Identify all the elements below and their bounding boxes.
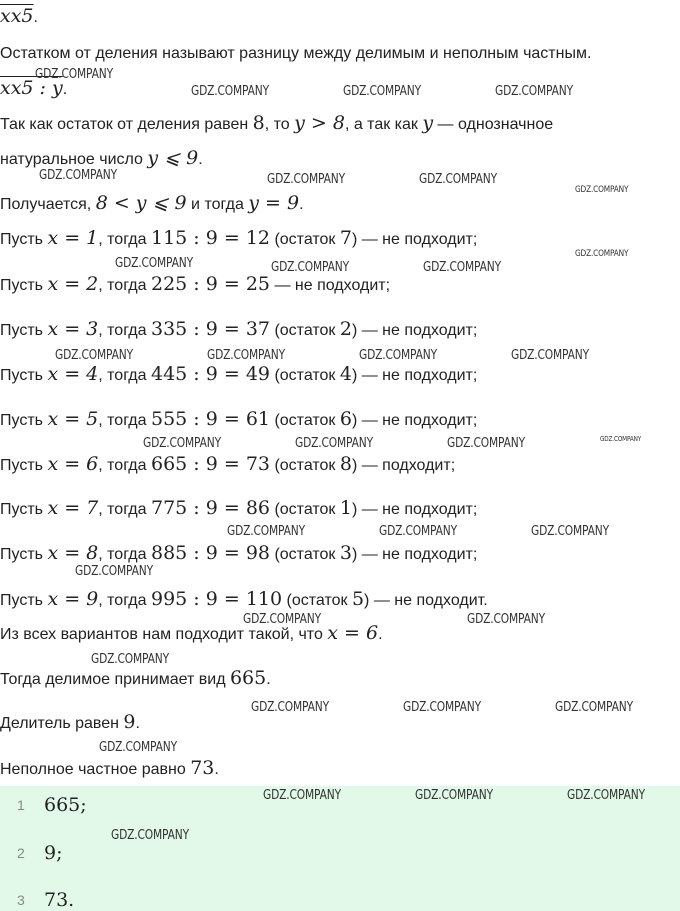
math: 115 : 9 = 12 — [150, 227, 270, 249]
watermark: GDZ.COMPANY — [531, 524, 609, 539]
text: . — [378, 626, 383, 643]
math: 885 : 9 = 98 — [150, 542, 270, 564]
text: ) — не подходит; — [351, 501, 478, 518]
watermark: GDZ.COMPANY — [447, 436, 525, 451]
text: Пусть — [0, 546, 48, 563]
text: и тогда — [186, 196, 249, 213]
math: 1 — [339, 497, 352, 519]
watermark: GDZ.COMPANY — [39, 168, 117, 183]
math: 665 — [229, 667, 267, 689]
math: x = 3 — [47, 318, 99, 340]
line-5 — [0, 148, 203, 170]
answer-value: 9; — [44, 842, 63, 864]
text: , тогда — [98, 231, 151, 248]
watermark: GDZ.COMPANY — [343, 84, 421, 99]
math: 8 — [339, 453, 352, 475]
text: Из всех вариантов нам подходит такой, что — [0, 626, 328, 643]
math: x = 6 — [327, 622, 379, 644]
line-8 — [0, 274, 390, 296]
text: . — [198, 151, 203, 168]
text: . — [135, 715, 140, 732]
text: Пусть — [0, 412, 48, 429]
math: 3 — [339, 542, 352, 564]
math: x = 6 — [47, 453, 99, 475]
text: Неполное частное равно — [0, 761, 191, 778]
watermark: GDZ.COMPANY — [263, 788, 341, 803]
watermark: GDZ.COMPANY — [111, 828, 189, 843]
text: — однозначное — [433, 116, 554, 133]
text: Пусть — [0, 592, 48, 609]
watermark: GDZ.COMPANY — [567, 788, 645, 803]
math: x = 1 — [47, 227, 99, 249]
watermark: GDZ.COMPANY — [495, 84, 573, 99]
watermark: GDZ.COMPANY — [359, 348, 437, 363]
text: Пусть — [0, 277, 48, 294]
text: Пусть — [0, 367, 48, 384]
math: 555 : 9 = 61 — [150, 408, 270, 430]
line-18 — [0, 712, 140, 734]
line-12 — [0, 454, 455, 476]
math: 8 — [252, 112, 265, 134]
text: Тогда делимое принимает вид — [0, 671, 230, 688]
math: 335 : 9 = 37 — [150, 318, 270, 340]
line-15 — [0, 589, 488, 611]
math: y ⩽ 9 — [147, 147, 199, 169]
text: , тогда — [98, 592, 151, 609]
text: . — [299, 196, 304, 213]
watermark: GDZ.COMPANY — [115, 256, 193, 271]
watermark: GDZ.COMPANY — [467, 612, 545, 627]
text: Остатком от деления называют разницу между делимым и неполным частным. — [0, 45, 592, 62]
answer-value: 665; — [44, 794, 87, 816]
math: 665 : 9 = 73 — [150, 453, 270, 475]
line-17 — [0, 668, 271, 690]
text: , тогда — [98, 457, 151, 474]
text: (остаток — [270, 231, 340, 248]
watermark: GDZ.COMPANY — [511, 348, 589, 363]
line-11 — [0, 409, 477, 431]
text: Получается, — [0, 196, 96, 213]
answer-value: 73. — [44, 889, 75, 911]
watermark: GDZ.COMPANY — [227, 524, 305, 539]
watermark: GDZ.COMPANY — [55, 348, 133, 363]
text: . — [214, 761, 219, 778]
text: , тогда — [98, 412, 151, 429]
watermark: GDZ.COMPANY — [379, 524, 457, 539]
math: 5 — [351, 588, 365, 610]
math: 2 — [339, 318, 352, 340]
math: 775 : 9 = 86 — [150, 497, 270, 519]
line-19 — [0, 758, 219, 780]
watermark: GDZ.COMPANY — [575, 185, 629, 195]
text: ) — не подходит; — [351, 231, 478, 248]
answer-block — [0, 786, 680, 911]
line-4 — [0, 113, 553, 135]
math: x = 8 — [47, 542, 99, 564]
math: y > 8 — [294, 112, 345, 134]
watermark: GDZ.COMPANY — [191, 84, 269, 99]
text: Пусть — [0, 322, 48, 339]
text: , то — [264, 116, 295, 133]
text: . — [62, 81, 68, 98]
text: (остаток — [270, 367, 340, 384]
math: 8 < y ⩽ 9 — [95, 192, 187, 214]
text: Делитель равен — [0, 715, 124, 732]
text: , тогда — [98, 277, 151, 294]
math: 4 — [339, 363, 352, 385]
math: 73 — [190, 757, 215, 779]
text: (остаток — [270, 546, 340, 563]
watermark: GDZ.COMPANY — [75, 564, 153, 579]
watermark: GDZ.COMPANY — [251, 700, 329, 715]
math: 445 : 9 = 49 — [150, 363, 270, 385]
text: , тогда — [98, 367, 151, 384]
text: , тогда — [98, 501, 151, 518]
text: ) — не подходит; — [351, 546, 478, 563]
math: x = 2 — [47, 273, 99, 295]
line-13 — [0, 498, 477, 520]
text: ) — не подходит; — [351, 367, 478, 384]
text: — не подходит; — [270, 277, 391, 294]
math: 6 — [339, 408, 352, 430]
watermark: GDZ.COMPANY — [419, 172, 497, 187]
math: x = 4 — [47, 363, 99, 385]
watermark: GDZ.COMPANY — [271, 260, 349, 275]
watermark: GDZ.COMPANY — [267, 172, 345, 187]
line-1 — [0, 6, 38, 28]
line-10 — [0, 364, 477, 386]
text: ) — не подходит. — [364, 592, 488, 609]
text: Пусть — [0, 501, 48, 518]
watermark: GDZ.COMPANY — [423, 260, 501, 275]
line-14 — [0, 543, 477, 565]
math: y — [422, 112, 434, 134]
text: (остаток — [270, 322, 340, 339]
text: , тогда — [98, 322, 151, 339]
line-16 — [0, 623, 383, 645]
text: Так как остаток от деления равен — [0, 116, 253, 133]
math: x = 5 — [47, 408, 99, 430]
text: Пусть — [0, 457, 48, 474]
watermark: GDZ.COMPANY — [35, 67, 113, 82]
line-6 — [0, 193, 304, 215]
watermark: GDZ.COMPANY — [207, 348, 285, 363]
text: ) — не подходит; — [351, 412, 478, 429]
math: 995 : 9 = 110 — [150, 588, 283, 610]
math: xx5 : y — [0, 77, 63, 99]
answer-number: 2 — [17, 845, 25, 861]
text: Пусть — [0, 231, 48, 248]
text: (остаток — [270, 457, 340, 474]
math: 7 — [339, 227, 352, 249]
watermark: GDZ.COMPANY — [403, 700, 481, 715]
math: xx5 — [0, 5, 34, 27]
watermark: GDZ.COMPANY — [600, 435, 642, 443]
line-2 — [0, 44, 591, 64]
answer-number: 3 — [17, 892, 25, 908]
watermark: GDZ.COMPANY — [415, 788, 493, 803]
text: натуральное число — [0, 151, 148, 168]
text: . — [266, 671, 271, 688]
line-9 — [0, 319, 477, 341]
answer-number: 1 — [17, 797, 25, 813]
watermark: GDZ.COMPANY — [143, 436, 221, 451]
text: (остаток — [282, 592, 352, 609]
math: y = 9 — [248, 192, 300, 214]
math: x = 9 — [47, 588, 99, 610]
text: (остаток — [270, 412, 340, 429]
math: x = 7 — [47, 497, 99, 519]
text: . — [33, 9, 38, 26]
text: , тогда — [98, 546, 151, 563]
text: , а так как — [344, 116, 423, 133]
watermark: GDZ.COMPANY — [295, 436, 373, 451]
text: ) — не подходит; — [351, 322, 478, 339]
watermark: GDZ.COMPANY — [243, 612, 321, 627]
math: 225 : 9 = 25 — [150, 273, 270, 295]
line-7 — [0, 228, 477, 250]
text: (остаток — [270, 501, 340, 518]
watermark: GDZ.COMPANY — [575, 249, 629, 259]
text: ) — подходит; — [351, 457, 456, 474]
watermark: GDZ.COMPANY — [99, 740, 177, 755]
watermark: GDZ.COMPANY — [91, 652, 169, 667]
watermark: GDZ.COMPANY — [555, 700, 633, 715]
math: 9 — [123, 711, 136, 733]
